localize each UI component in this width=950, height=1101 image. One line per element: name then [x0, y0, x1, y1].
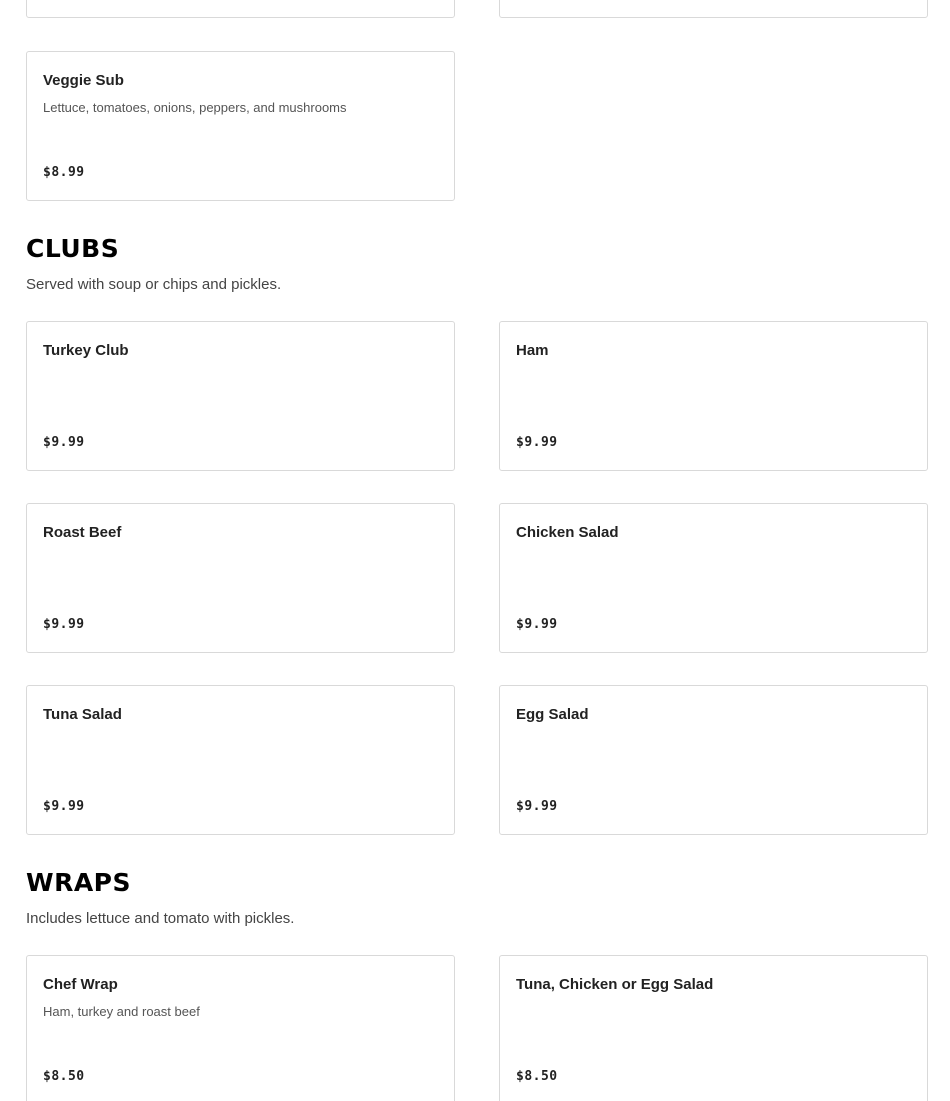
menu-item-card-turkey-club[interactable]	[26, 321, 455, 471]
menu-item-price: $9.99	[43, 799, 85, 814]
menu-item-name: Chicken Salad	[516, 524, 619, 541]
menu-item-name: Tuna Salad	[43, 706, 122, 723]
menu-item-name: Egg Salad	[516, 706, 589, 723]
menu-item-card-ham[interactable]	[499, 321, 928, 471]
menu-item-card-cutoff-right[interactable]	[499, 0, 928, 18]
menu-item-card-chef-wrap[interactable]	[26, 955, 455, 1101]
section-subtitle-clubs: Served with soup or chips and pickles.	[26, 276, 282, 293]
menu-item-price: $9.99	[516, 435, 558, 450]
menu-item-price: $9.99	[516, 799, 558, 814]
section-title-wraps: WRAPS	[26, 868, 132, 897]
menu-item-card-tuna-salad[interactable]	[26, 685, 455, 835]
menu-item-price: $8.50	[516, 1069, 558, 1084]
menu-item-description: Lettuce, tomatoes, onions, peppers, and mushrooms	[43, 100, 347, 115]
menu-item-card-veggie-sub[interactable]	[26, 51, 455, 201]
menu-item-name: Chef Wrap	[43, 976, 118, 993]
section-title-clubs: CLUBS	[26, 234, 120, 263]
menu-item-price: $9.99	[43, 617, 85, 632]
menu-item-price: $8.50	[43, 1069, 85, 1084]
menu-item-name: Turkey Club	[43, 342, 129, 359]
menu-item-description: Ham, turkey and roast beef	[43, 1004, 200, 1019]
menu-item-price: $8.99	[43, 165, 85, 180]
menu-item-price: $9.99	[43, 435, 85, 450]
menu-item-card-egg-salad[interactable]	[499, 685, 928, 835]
menu-item-name: Ham	[516, 342, 549, 359]
menu-item-card-roast-beef[interactable]	[26, 503, 455, 653]
section-subtitle-wraps: Includes lettuce and tomato with pickles.	[26, 910, 295, 927]
menu-item-name: Tuna, Chicken or Egg Salad	[516, 976, 714, 993]
menu-item-name: Veggie Sub	[43, 72, 124, 89]
menu-item-card-tuna-chicken-egg-salad[interactable]	[499, 955, 928, 1101]
menu-item-name: Roast Beef	[43, 524, 122, 541]
menu-item-card-chicken-salad[interactable]	[499, 503, 928, 653]
menu-item-card-cutoff-left[interactable]	[26, 0, 455, 18]
menu-item-price: $9.99	[516, 617, 558, 632]
